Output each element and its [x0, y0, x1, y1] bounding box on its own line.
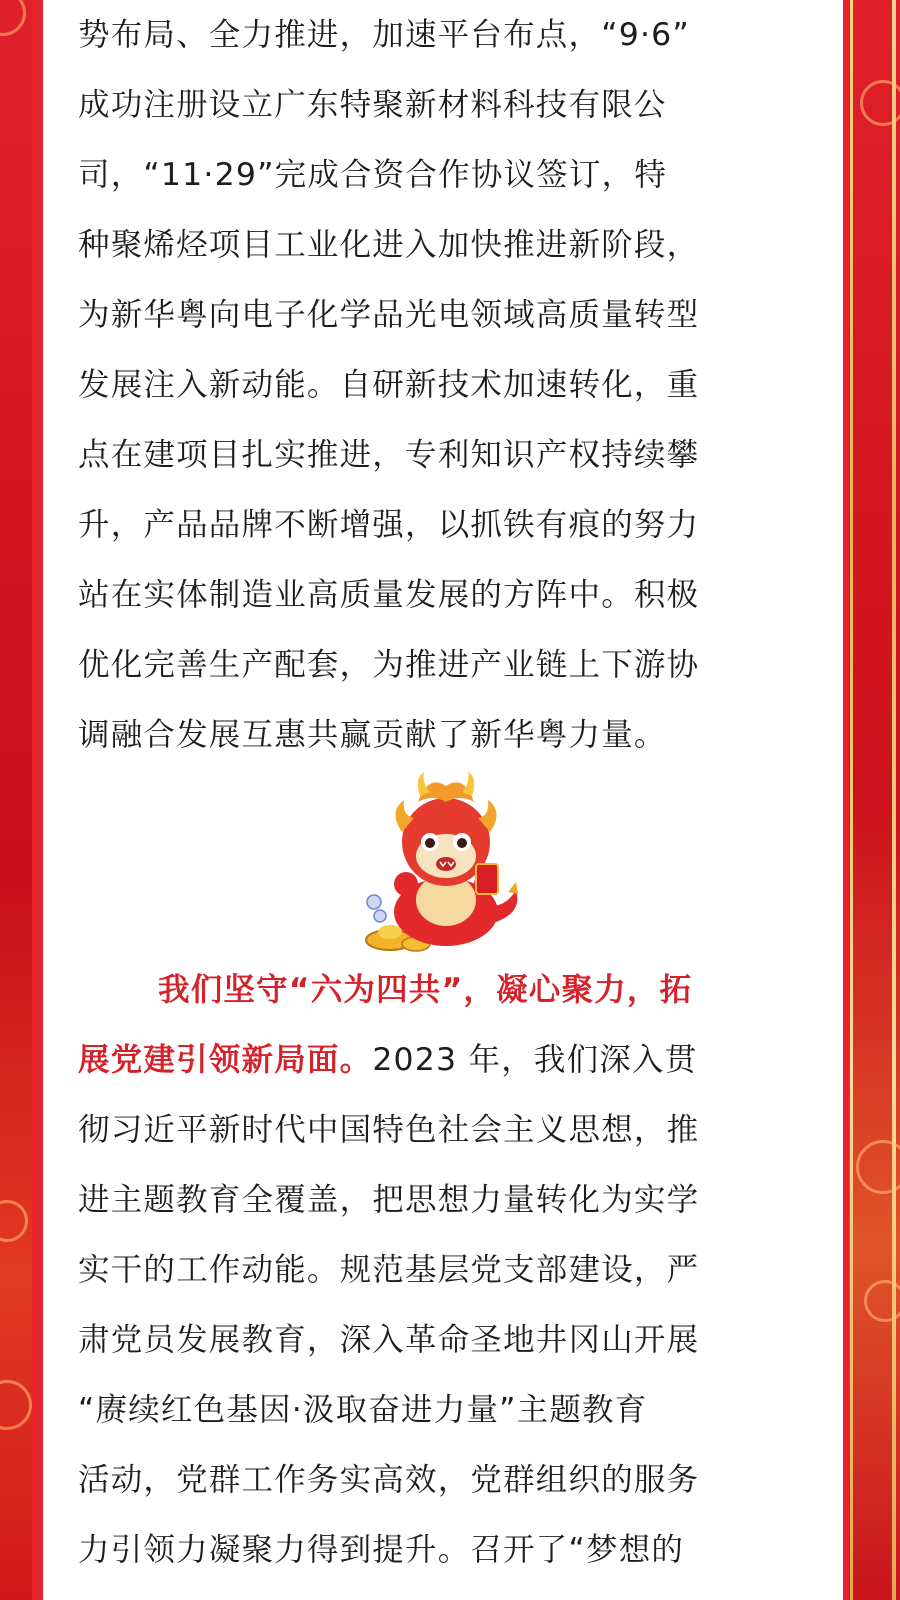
right-decorative-border	[842, 0, 900, 1600]
panel-left-border	[32, 0, 43, 1600]
text-line: 进主题教育全覆盖，把思想力量转化为实学	[78, 1182, 700, 1218]
highlight-heading: 我们坚守“六为四共”，凝心聚力，拓	[158, 972, 693, 1008]
text-line: 升，产品品牌不断增强，以抓铁有痕的努力	[78, 507, 700, 543]
dragon-mascot-icon	[358, 772, 528, 952]
text-line: “赓续红色基因·汲取奋进力量”主题教育	[78, 1392, 648, 1428]
text-line: 司，“11·29”完成合资合作协议签订，特	[78, 157, 668, 193]
text-line: 肃党员发展教育，深入革命圣地井冈山开展	[78, 1322, 700, 1358]
heading-line-2	[78, 1025, 823, 1095]
panel-right-border	[843, 0, 849, 1600]
text-line: 调融合发展互惠共赢贡献了新华粤力量。	[78, 717, 667, 753]
heading-line-1	[78, 955, 823, 1025]
text-line: 优化完善生产配套，为推进产业链上下游协	[78, 647, 700, 683]
text-inline: 2023 年，我们深入贯	[372, 1042, 698, 1078]
text-line: 为新华粤向电子化学品光电领域高质量转型	[78, 297, 700, 333]
text-line: 势布局、全力推进，加速平台布点，“9·6”	[78, 17, 690, 53]
highlight-heading-cont: 展党建引领新局面。	[78, 1042, 373, 1078]
text-line: 力引领力凝聚力得到提升。召开了“梦想的	[78, 1532, 685, 1568]
paragraph-1	[78, 0, 823, 770]
left-decorative-border	[0, 0, 32, 1600]
text-line: 活动，党群工作务实高效，党群组织的服务	[78, 1462, 700, 1498]
paragraph-2	[78, 955, 823, 1585]
text-line: 成功注册设立广东特聚新材料科技有限公	[78, 87, 667, 123]
text-line: 发展注入新动能。自研新技术加速转化，重	[78, 367, 700, 403]
text-line: 站在实体制造业高质量发展的方阵中。积极	[78, 577, 700, 613]
text-line: 点在建项目扎实推进，专利知识产权持续攀	[78, 437, 700, 473]
text-line: 实干的工作动能。规范基层党支部建设，严	[78, 1252, 700, 1288]
text-line: 种聚烯烃项目工业化进入加快推进新阶段，	[78, 227, 700, 263]
text-line: 彻习近平新时代中国特色社会主义思想，推	[78, 1112, 700, 1148]
